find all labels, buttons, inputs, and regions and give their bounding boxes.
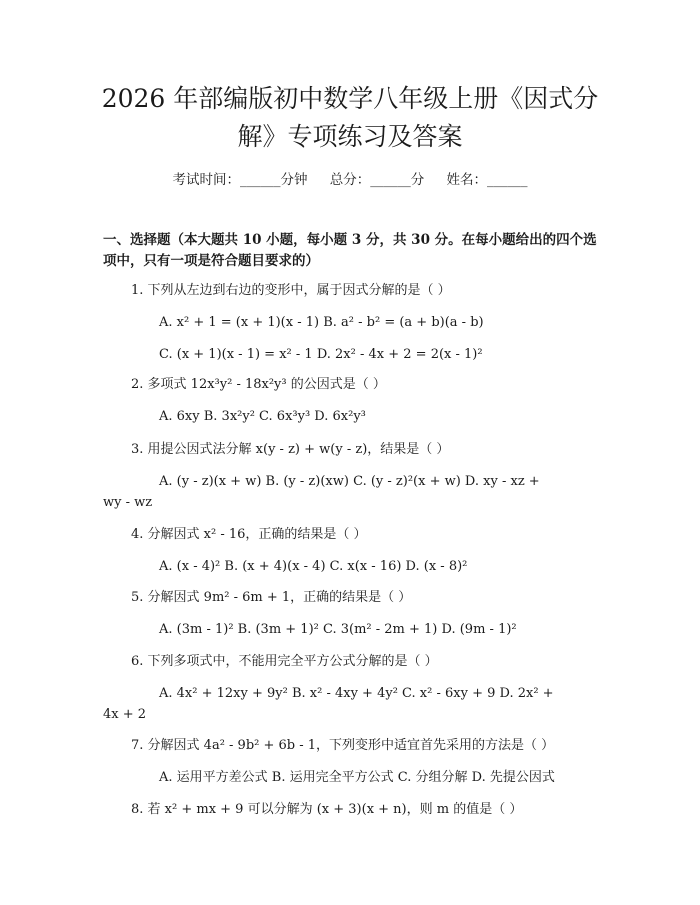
title-line-2: 解》专项练习及答案 — [237, 122, 463, 151]
total-score: 总分：______分 — [329, 172, 425, 188]
question-5-options: A. (3m - 1)² B. (3m + 1)² C. 3(m² - 2m + 1) D. (9m - 1)² — [159, 622, 517, 637]
question-2-options: A. 6xy B. 3x²y² C. 6x³y³ D. 6x²y³ — [159, 409, 366, 424]
question-1-options-line-2: C. (x + 1)(x - 1) = x² - 1 D. 2x² - 4x + 2 = 2(x - 1)² — [159, 347, 483, 362]
question-1-stem: 1. 下列从左边到右边的变形中，属于因式分解的是（ ） — [131, 283, 451, 298]
document-title — [60, 80, 640, 156]
student-name: 姓名：______ — [446, 172, 528, 188]
question-7-stem: 7. 分解因式 4a² - 9b² + 6b - 1，下列变形中适宜首先采用的方法是（ ） — [131, 738, 555, 753]
question-3-stem: 3. 用提公因式法分解 x(y - z) + w(y - z)，结果是（ ） — [131, 442, 450, 457]
question-5-stem: 5. 分解因式 9m² - 6m + 1，正确的结果是（ ） — [131, 590, 412, 605]
question-6-options-continuation: 4x + 2 — [103, 707, 147, 722]
question-7-options: A. 运用平方差公式 B. 运用完全平方公式 C. 分组分解 D. 先提公因式 — [159, 770, 555, 785]
section-heading-line-1: 一、选择题（本大题共 10 小题，每小题 3 分，共 30 分。在每小题给出的四个选 — [103, 232, 597, 248]
question-1-options-line-1: A. x² + 1 = (x + 1)(x - 1) B. a² - b² = (a + b)(a - b) — [159, 315, 484, 330]
section-heading — [103, 230, 608, 272]
section-heading-line-2: 项中，只有一项是符合题目要求的） — [103, 253, 319, 269]
question-2-stem: 2. 多项式 12x³y² - 18x²y³ 的公因式是（ ） — [131, 377, 386, 392]
question-4-options: A. (x - 4)² B. (x + 4)(x - 4) C. x(x - 16) D. (x - 8)² — [159, 559, 468, 574]
title-line-1: 2026 年部编版初中数学八年级上册《因式分 — [101, 84, 599, 113]
question-6-options: A. 4x² + 12xy + 9y² B. x² - 4xy + 4y² C. x² - 6xy + 9 D. 2x² + — [159, 686, 554, 701]
question-8-stem: 8. 若 x² + mx + 9 可以分解为 (x + 3)(x + n)，则 m 的值是（ ） — [131, 802, 523, 817]
exam-time: 考试时间：______分钟 — [172, 172, 308, 188]
question-3-options-continuation: wy - wz — [103, 495, 153, 510]
question-4-stem: 4. 分解因式 x² - 16，正确的结果是（ ） — [131, 527, 367, 542]
question-6-stem: 6. 下列多项式中，不能用完全平方公式分解的是（ ） — [131, 654, 438, 669]
exam-info — [0, 168, 700, 188]
question-3-options: A. (y - z)(x + w) B. (y - z)(xw) C. (y - z)²(x + w) D. xy - xz + — [159, 474, 540, 489]
